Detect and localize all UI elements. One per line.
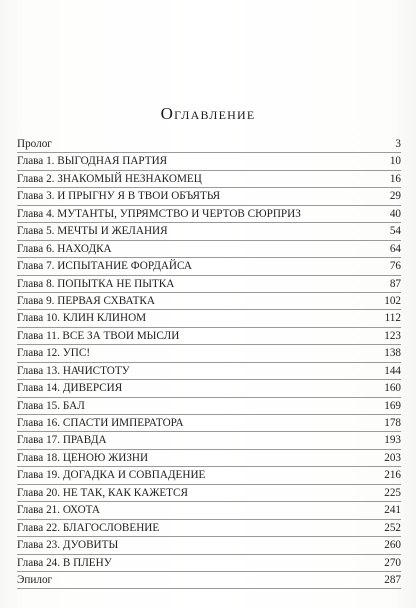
- toc-entry-page: 203: [384, 451, 401, 464]
- toc-entry-title: Глава 9. ПЕРВАЯ СХВАТКА: [17, 294, 155, 307]
- toc-row: [17, 153, 401, 170]
- toc-entry-title: Глава 12. УПС!: [17, 347, 91, 360]
- toc-entry-title: Глава 13. НАЧИСТОТУ: [17, 364, 130, 377]
- toc-entry-page: 76: [389, 260, 401, 273]
- toc-entry-page: 252: [384, 521, 401, 534]
- toc-row: [17, 276, 401, 293]
- toc-entry-title: Глава 14. ДИВЕРСИЯ: [17, 382, 123, 395]
- toc-row: [17, 415, 401, 432]
- toc-entry-title: Глава 23. ДУОВИТЫ: [17, 539, 119, 552]
- toc-row: [17, 171, 401, 188]
- toc-heading: Оглавление: [160, 104, 256, 123]
- toc-row: [17, 363, 401, 380]
- toc-entry-page: 169: [384, 399, 401, 412]
- toc-entry-title: Глава 3. И ПРЫГНУ Я В ТВОИ ОБЪЯТЬЯ: [17, 190, 221, 203]
- toc-entry-title: Глава 18. ЦЕНОЮ ЖИЗНИ: [17, 451, 149, 464]
- toc-entry-title: Глава 17. ПРАВДА: [17, 434, 107, 447]
- toc-entry-page: 29: [389, 190, 401, 203]
- toc-entry-title: Глава 10. КЛИН КЛИНОМ: [17, 312, 147, 325]
- toc-row: [17, 432, 401, 449]
- toc-entry-page: 144: [384, 364, 401, 377]
- toc-row: [17, 293, 401, 310]
- toc-entry-title: Глава 20. НЕ ТАК, КАК КАЖЕТСЯ: [17, 486, 188, 499]
- toc-entry-page: 3: [395, 138, 401, 150]
- toc-entry-title: Глава 16. СПАСТИ ИМПЕРАТОРА: [17, 417, 184, 429]
- toc-entry-page: 87: [389, 277, 401, 290]
- toc-row: [17, 258, 401, 275]
- toc-entry-page: 102: [384, 294, 401, 307]
- toc-row: [17, 398, 401, 415]
- toc-row: [17, 188, 401, 205]
- toc-entry-title: Пролог: [17, 138, 52, 150]
- toc-entry-title: Глава 1. ВЫГОДНАЯ ПАРТИЯ: [17, 155, 168, 168]
- toc-entry-page: 16: [389, 172, 401, 185]
- toc-entry-title: Глава 7. ИСПЫТАНИЕ ФОРДАЙСА: [17, 260, 192, 273]
- toc-row: [17, 485, 401, 502]
- toc-row: [17, 328, 401, 345]
- toc-entry-page: 241: [384, 504, 401, 517]
- toc-entry-title: Глава 6. НАХОДКА: [17, 242, 112, 255]
- toc-entry-page: 287: [384, 573, 401, 586]
- toc-entry-page: 123: [384, 329, 401, 342]
- toc-entry-page: 40: [389, 207, 401, 220]
- table-of-contents: [17, 136, 401, 589]
- toc-entry-page: 270: [384, 556, 401, 569]
- toc-row: [17, 450, 401, 467]
- toc-entry-page: 160: [384, 382, 401, 395]
- toc-entry-page: 10: [389, 155, 401, 168]
- toc-entry-title: Глава 19. ДОГАДКА И СОВПАДЕНИЕ: [17, 469, 206, 482]
- toc-row: [17, 206, 401, 223]
- toc-row: [17, 555, 401, 572]
- toc-row: [17, 136, 401, 153]
- toc-entry-page: 216: [384, 469, 401, 482]
- toc-entry-title: Глава 15. БАЛ: [17, 399, 85, 412]
- toc-entry-page: 178: [384, 417, 401, 429]
- toc-entry-title: Глава 5. МЕЧТЫ И ЖЕЛАНИЯ: [17, 225, 168, 238]
- toc-row: [17, 572, 401, 589]
- toc-entry-title: Эпилог: [17, 573, 53, 586]
- toc-entry-page: 193: [384, 434, 401, 447]
- toc-entry-title: Глава 21. ОХОТА: [17, 504, 101, 517]
- toc-entry-title: Глава 24. В ПЛЕНУ: [17, 556, 112, 569]
- toc-row: [17, 380, 401, 397]
- toc-row: [17, 467, 401, 484]
- toc-entry-page: 64: [389, 242, 401, 255]
- toc-entry-page: 225: [384, 486, 401, 499]
- toc-entry-title: Глава 4. МУТАНТЫ, УПРЯМСТВО И ЧЕРТОВ СЮРПРИЗ: [17, 207, 301, 220]
- toc-row: [17, 310, 401, 327]
- toc-row: [17, 223, 401, 240]
- toc-row: [17, 537, 401, 554]
- toc-entry-title: Глава 8. ПОПЫТКА НЕ ПЫТКА: [17, 277, 175, 290]
- toc-row: [17, 345, 401, 362]
- toc-entry-page: 260: [384, 539, 401, 552]
- toc-entry-page: 112: [384, 312, 401, 325]
- toc-entry-title: Глава 11. ВСЕ ЗА ТВОИ МЫСЛИ: [17, 329, 180, 342]
- toc-row: [17, 520, 401, 537]
- toc-row: [17, 502, 401, 519]
- toc-entry-page: 54: [389, 225, 401, 238]
- toc-row: [17, 241, 401, 258]
- toc-entry-page: 138: [384, 347, 401, 360]
- toc-entry-title: Глава 2. ЗНАКОМЫЙ НЕЗНАКОМЕЦ: [17, 172, 202, 185]
- toc-entry-title: Глава 22. БЛАГОСЛОВЕНИЕ: [17, 521, 160, 534]
